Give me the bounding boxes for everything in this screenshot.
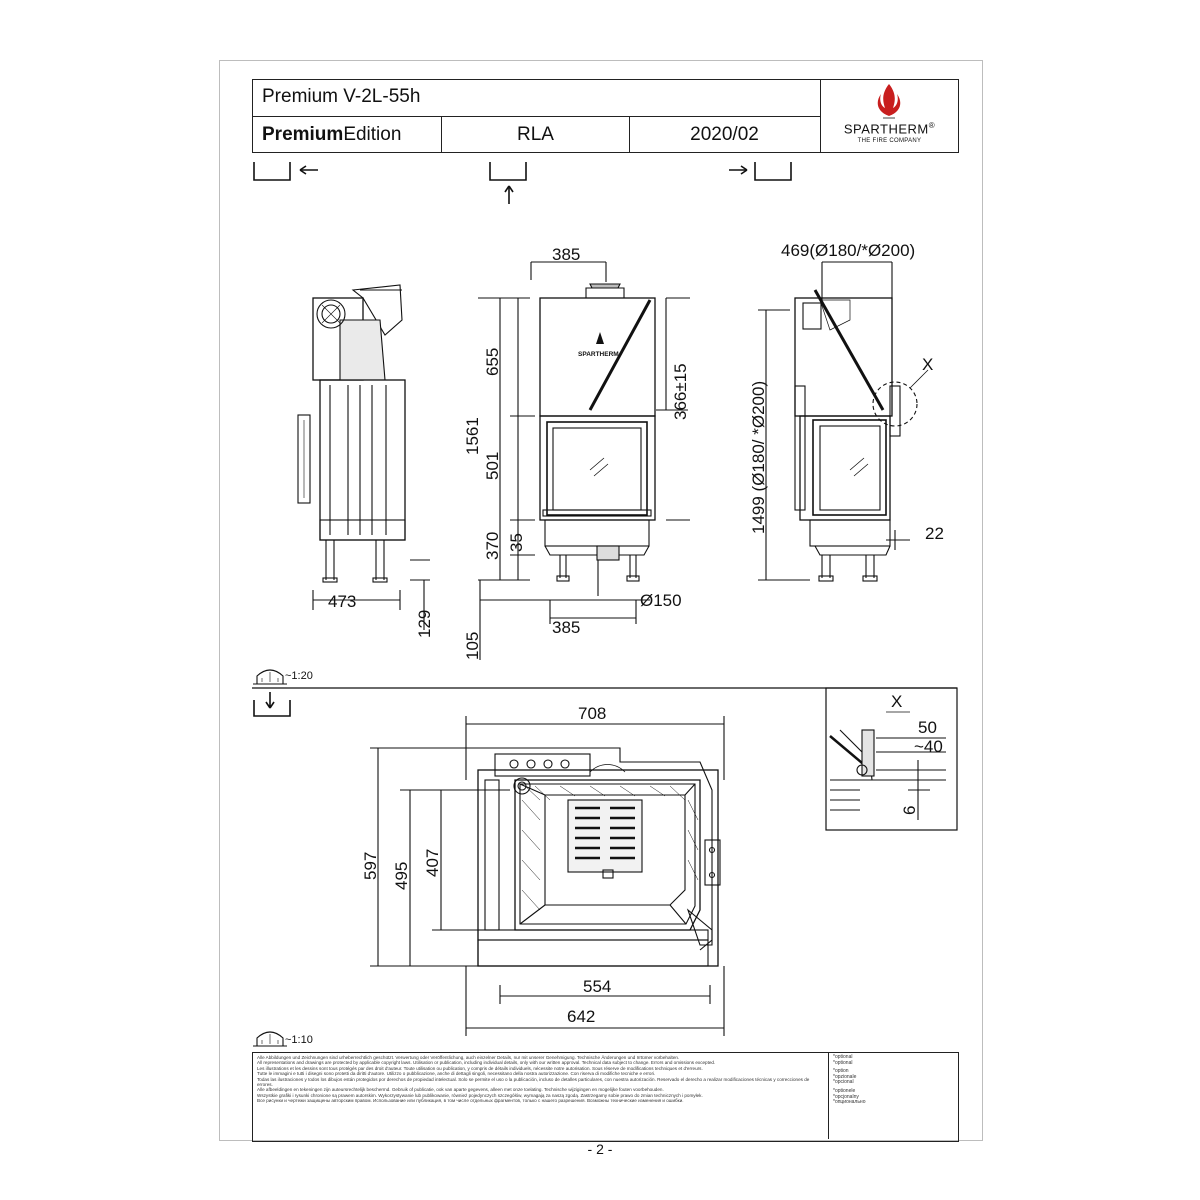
scale-icon-bottom <box>253 1032 287 1046</box>
dim-plan-depth-mid: 495 <box>392 861 411 890</box>
detail-dim-c: 6 <box>900 805 919 815</box>
dim-foot-offset: 22 <box>925 524 944 543</box>
dim-side-feet: 129 <box>415 609 434 638</box>
dim-plan-depth-inner: 407 <box>423 848 442 877</box>
date-label: 2020/02 <box>690 123 759 145</box>
detail-marker-x: X <box>922 355 934 374</box>
detail-dim-b: ~40 <box>914 737 943 756</box>
side-view-right <box>758 262 928 581</box>
scale-top: ~1:20 <box>285 670 313 682</box>
dim-plinth: 105 <box>463 631 482 660</box>
dim-base-height: 370 <box>483 531 502 560</box>
edition-bold: Premium <box>262 123 344 145</box>
variant-label: RLA <box>517 123 554 145</box>
dim-right-height: 1499 (Ø180/ *Ø200) <box>749 380 768 534</box>
dim-foot-gap: 35 <box>507 533 526 552</box>
view-indicator-front <box>490 162 526 204</box>
dim-flue-right: 469(Ø180/*Ø200) <box>781 241 916 260</box>
model-name: Premium V-2L-55h <box>262 86 421 107</box>
detail-title: X <box>891 692 903 711</box>
detail-dim-a: 50 <box>918 718 937 737</box>
page-number: - 2 - <box>587 1141 613 1157</box>
side-view-left <box>298 285 430 630</box>
edition-rest: Edition <box>343 123 402 145</box>
disclaimer-box <box>252 1052 959 1142</box>
dim-flue-diameter: Ø150 <box>640 591 682 610</box>
dim-base-width: 385 <box>552 618 581 637</box>
front-flame-icon <box>596 332 604 344</box>
dim-door-height: 501 <box>483 451 502 480</box>
view-indicator-right <box>729 162 791 180</box>
dim-plan-inner-width: 554 <box>583 977 612 996</box>
dim-plan-outer-width: 708 <box>578 704 607 723</box>
disclaimer-text: Alle Abbildungen und Zeichnungen sind urheberrechtlich geschützt. Verwertung oder Veröffentlichung, auch einzelner Details, nur mit unserer Genehmigung. Technische Änderungen und Irrtümer vorbehalten. All representations and drawings are protected by applicable copyright laws. Utilisation or publication, including individual details, only with our written approval. Technical data subject to change. Errors and omissions excepted. Les illustrations et les dessins sont tous protégés par des droit d'auteur. Toute utilisation ou publication, y compris de détails individuels, nécessite notre autorisation. Sous réserve de modifications techniques et d'erreurs. Tutte le immagini e tutti i disegni sono protetti da diritti d'autore. Utilizzo o pubblicazione, anche di dettagli singoli, necessitano della nostra autorizzazione. Con riserva di modifiche tecniche e errori. Todas las ilustraciones y todos los dibujos están protegidos por derechos de propiedad intelectual. Solo se permite el uso o la publicación, incluso de detalles particulares, con nuestra autorización. Reservado el derecho a realizar modificaciones técnicas y correcciones de errores. Alle afbeeldingen en tekeningen zijn auteursrechtelijk beschermd. Gebruik of publicatie, ook van aparte gegevens, alleen met onze toelating. Technische wijzigingen en mogelijke fouten voorbehouden. Wszystkie grafiki i rysunki chronione są prawem autorskim. Wykorzystywanie lub publikowanie, również pojedynczych szczegółów, wymagają za naszą zgodą. Zastrzegamy sobie prawo do zmian technicznych i pomyłek. Все рисунки и чертежи защищены авторским правом. Использование или публикация, в том числе отдельных фрагментов, только с нашего разрешения. Возможны технические изменения и ошибки. <box>257 1055 810 1104</box>
dim-plan-base-width: 642 <box>567 1007 596 1026</box>
dim-total-height: 1561 <box>463 417 482 455</box>
brand-tagline: THE FIRE COMPANY <box>857 138 922 144</box>
view-indicator-left <box>254 162 318 180</box>
dim-front-top-width: 385 <box>552 245 581 264</box>
dim-plan-depth-outer: 597 <box>361 851 380 880</box>
dim-upper-height: 655 <box>483 347 502 376</box>
front-logo-text: SPARTHERM <box>578 351 619 358</box>
brand-name: SPARTHERM® <box>843 121 936 137</box>
scale-bottom: ~1:10 <box>285 1034 313 1046</box>
dim-frame-offset: 366±15 <box>671 363 690 420</box>
optional-notes: *optional *optional *option *opzionale *opcional *optionele *opcjonalny *опционально <box>828 1053 956 1139</box>
dim-side-width: 473 <box>328 592 357 611</box>
